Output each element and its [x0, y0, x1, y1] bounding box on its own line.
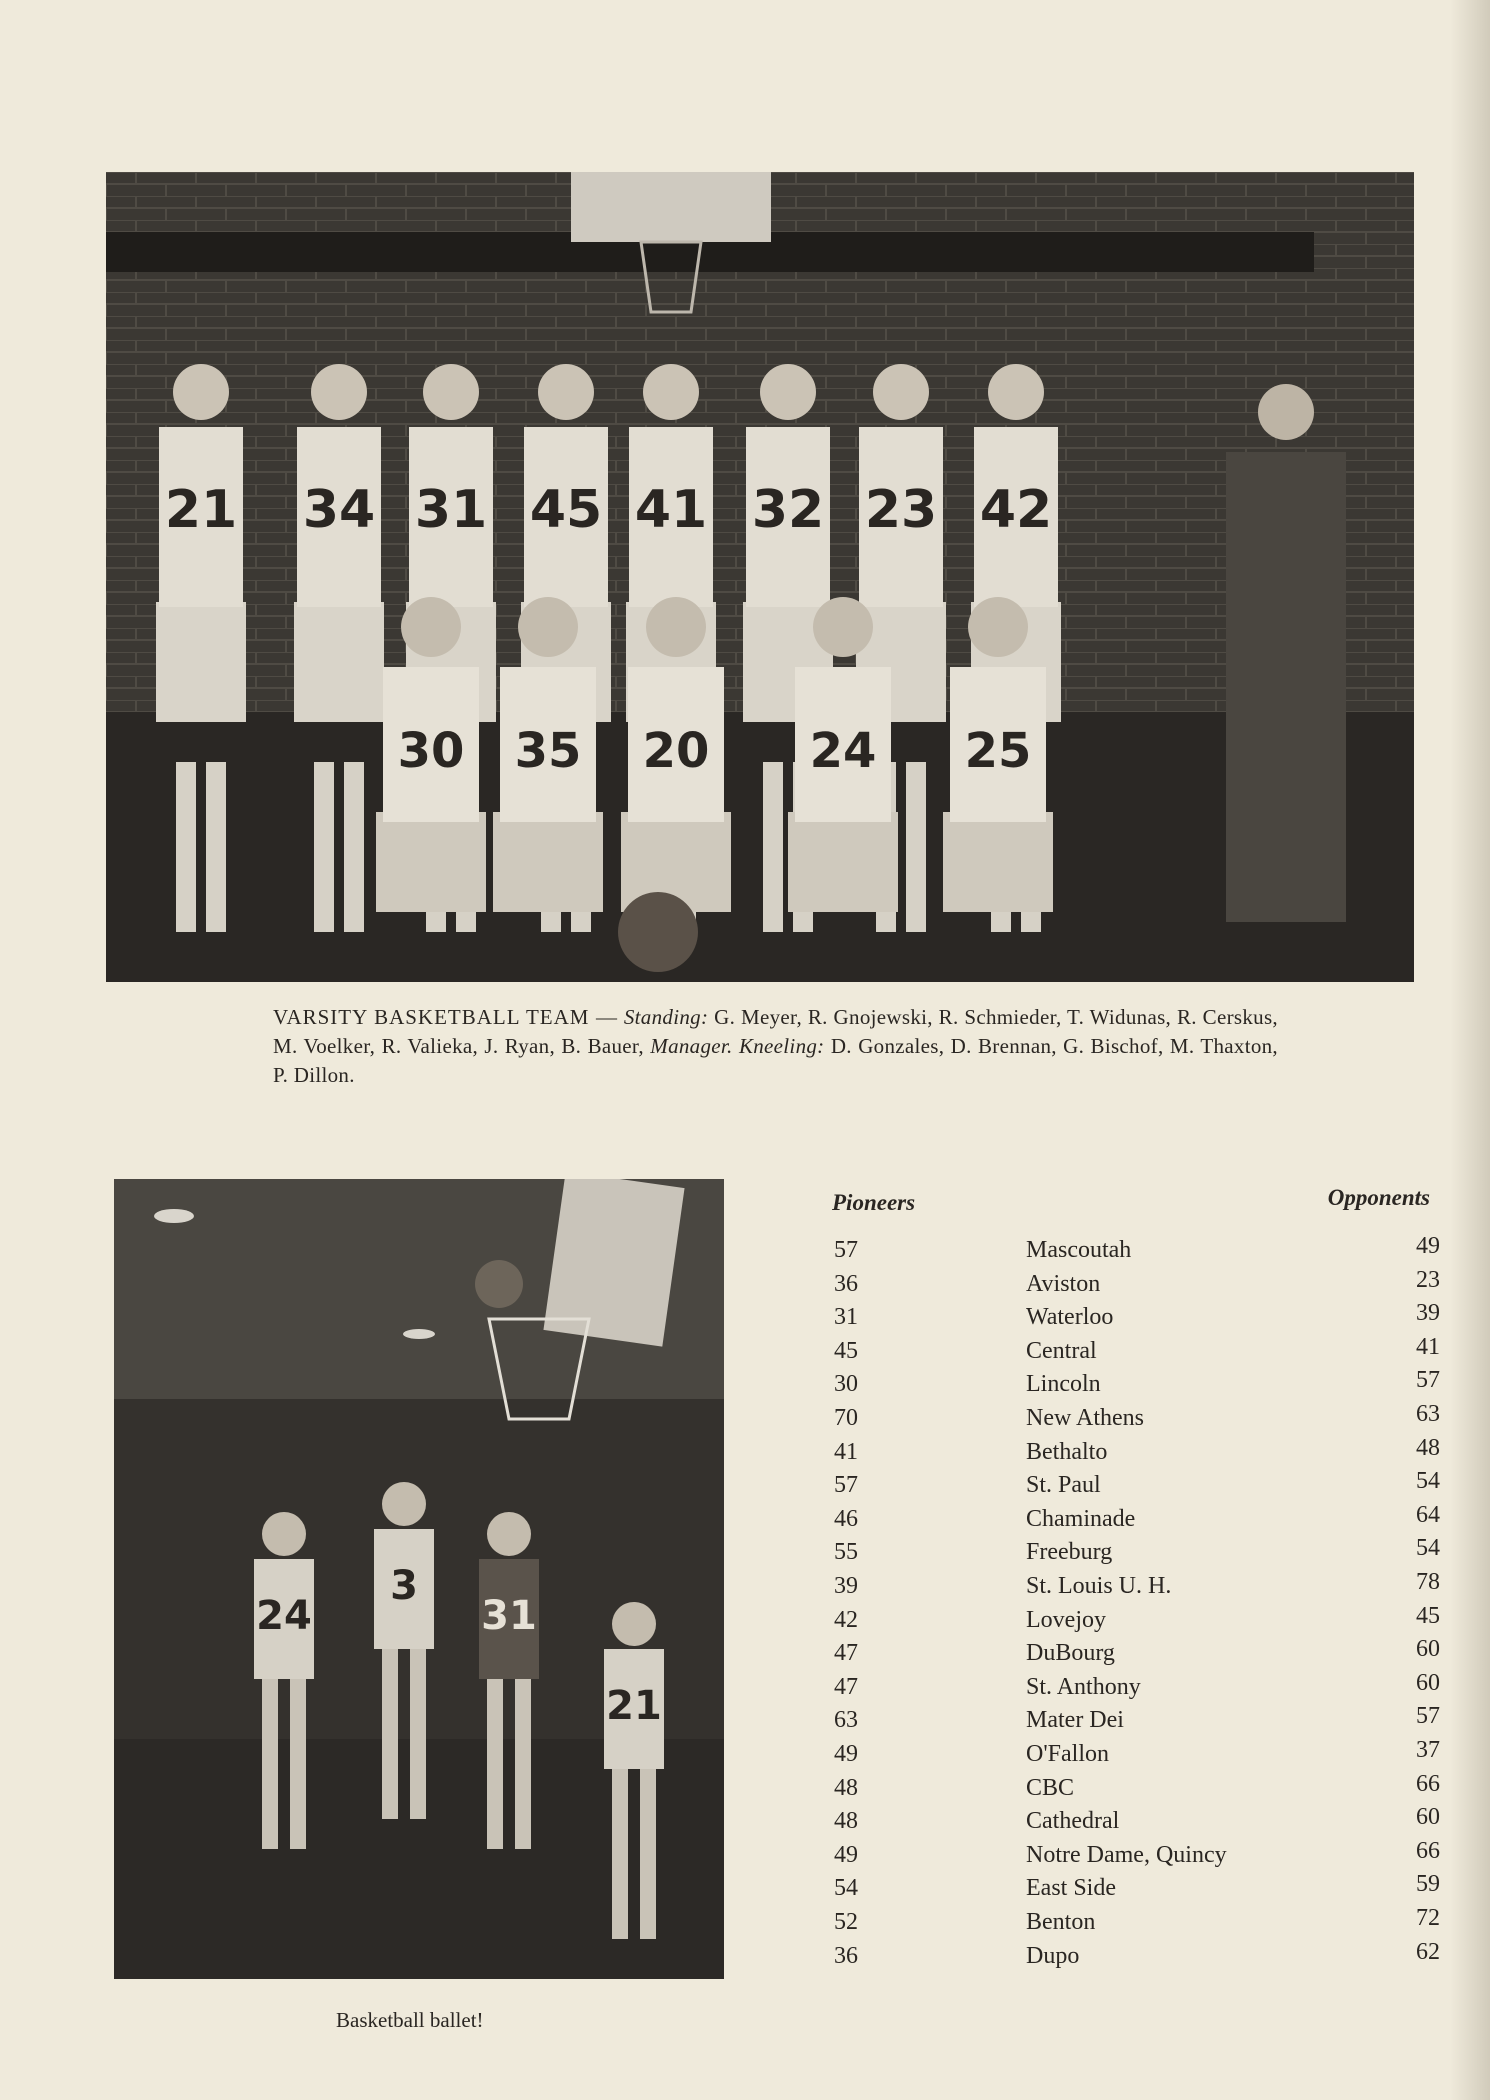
standing-label: Standing:	[623, 1005, 709, 1029]
opponent-name: East Side	[1026, 1875, 1116, 1902]
opponent-score: 60	[1416, 1636, 1440, 1663]
schedule-row	[820, 1837, 1440, 1875]
opponent-name: Bethalto	[1026, 1438, 1108, 1465]
jersey-number: 35	[514, 723, 582, 779]
opponent-name: Dupo	[1026, 1942, 1080, 1969]
pioneers-score: 49	[834, 1741, 858, 1767]
opponent-name: Lovejoy	[1026, 1606, 1106, 1633]
jersey-number: 34	[302, 480, 376, 540]
opponent-score: 57	[1416, 1367, 1440, 1394]
opponent-score: 66	[1416, 1770, 1440, 1797]
pioneers-score: 30	[834, 1371, 858, 1398]
schedule-row	[820, 1905, 1440, 1942]
opponent-score: 60	[1416, 1804, 1440, 1831]
opponents-header: Opponents	[1327, 1185, 1430, 1210]
schedule-row	[820, 1367, 1440, 1404]
schedule-row	[820, 1266, 1440, 1304]
action-photo-caption: Basketball ballet!	[336, 2008, 484, 2032]
pioneers-score: 55	[834, 1539, 858, 1566]
opponent-name: St. Anthony	[1026, 1673, 1141, 1700]
opponent-name: Benton	[1026, 1909, 1096, 1935]
jersey-number: 3	[390, 1563, 418, 1609]
pioneers-score: 47	[834, 1640, 858, 1667]
opponent-score: 41	[1416, 1333, 1440, 1360]
opponent-score: 63	[1416, 1401, 1440, 1427]
opponent-score: 54	[1416, 1535, 1440, 1562]
opponent-score: 72	[1416, 1905, 1440, 1931]
opponent-name: Mater Dei	[1026, 1707, 1124, 1734]
team-caption	[273, 1003, 1278, 1090]
schedule-row	[820, 1770, 1440, 1808]
opponent-score: 48	[1416, 1434, 1440, 1461]
opponent-score: 62	[1416, 1938, 1440, 1965]
pioneers-score: 63	[834, 1707, 858, 1734]
jersey-number: 41	[634, 480, 708, 540]
opponent-name: Chaminade	[1026, 1505, 1136, 1532]
opponent-name: CBC	[1026, 1774, 1075, 1801]
team-photo	[106, 172, 1414, 982]
opponent-name: St. Paul	[1026, 1472, 1101, 1499]
opponent-score: 78	[1416, 1569, 1440, 1595]
schedule-row	[820, 1871, 1440, 1908]
jersey-number: 20	[642, 723, 710, 779]
opponent-name: Waterloo	[1026, 1304, 1114, 1331]
opponent-score: 64	[1416, 1501, 1440, 1528]
opponent-name: Central	[1026, 1337, 1097, 1364]
jersey-number: 24	[809, 723, 877, 779]
schedule-row	[820, 1501, 1440, 1539]
opponent-name: Lincoln	[1026, 1371, 1101, 1398]
jersey-number: 21	[164, 480, 238, 540]
schedule-row	[820, 1535, 1440, 1572]
pioneers-score: 46	[834, 1505, 858, 1532]
schedule-row	[820, 1300, 1440, 1337]
pioneers-score: 42	[834, 1606, 858, 1633]
manager-label: Manager.	[650, 1034, 733, 1058]
opponent-score: 59	[1416, 1871, 1440, 1898]
pioneers-score: 31	[834, 1304, 858, 1331]
pioneers-score: 54	[834, 1875, 858, 1902]
pioneers-score: 39	[834, 1573, 858, 1599]
opponent-name: DuBourg	[1026, 1640, 1115, 1667]
jersey-number: 31	[414, 480, 488, 540]
opponent-score: 49	[1416, 1233, 1440, 1259]
opponent-score: 45	[1416, 1602, 1440, 1629]
pioneers-header: Pioneers	[832, 1190, 916, 1215]
schedule-row	[820, 1569, 1440, 1606]
opponent-score: 60	[1416, 1669, 1440, 1696]
opponent-score: 37	[1416, 1737, 1440, 1763]
jersey-number: 25	[964, 723, 1032, 779]
schedule-row	[820, 1703, 1440, 1740]
jersey-number: 32	[751, 480, 825, 540]
pioneers-score: 41	[834, 1438, 858, 1465]
schedule-row	[820, 1669, 1440, 1707]
caption-lead: VARSITY BASKETBALL TEAM —	[273, 1005, 619, 1029]
pioneers-score: 36	[834, 1270, 858, 1297]
opponent-name: Notre Dame, Quincy	[1026, 1841, 1227, 1868]
schedule-row	[820, 1636, 1440, 1673]
opponent-name: Freeburg	[1026, 1539, 1113, 1566]
schedule-row	[820, 1434, 1440, 1472]
schedule-row	[820, 1602, 1440, 1640]
schedule-row	[820, 1804, 1440, 1841]
opponent-name: New Athens	[1026, 1405, 1144, 1431]
jersey-number: 21	[606, 1683, 662, 1729]
pioneers-score: 57	[834, 1237, 858, 1263]
jersey-number: 23	[864, 480, 938, 540]
pioneers-score: 70	[834, 1405, 858, 1431]
pioneers-score: 45	[834, 1337, 858, 1364]
opponent-score: 54	[1416, 1468, 1440, 1495]
manager-figure	[1226, 384, 1346, 922]
jersey-number: 24	[256, 1593, 312, 1639]
opponent-name: O'Fallon	[1026, 1741, 1109, 1767]
kneeling-names: D. Gonzales, D. Brennan, G. Bischof, M. Thaxton, P. Dillon.	[273, 1034, 1278, 1087]
pioneers-score: 57	[834, 1472, 858, 1499]
page-edge-shadow	[1450, 0, 1490, 2100]
opponent-score: 66	[1416, 1837, 1440, 1864]
opponent-name: Cathedral	[1026, 1808, 1120, 1835]
opponent-score: 57	[1416, 1703, 1440, 1730]
schedule-row	[820, 1333, 1440, 1371]
pioneers-score: 36	[834, 1942, 858, 1969]
schedule-row	[820, 1737, 1440, 1774]
action-photo	[114, 1179, 724, 1979]
opponent-score: 23	[1416, 1266, 1440, 1293]
pioneers-score: 48	[834, 1774, 858, 1801]
schedule-row	[820, 1233, 1440, 1270]
schedule-table	[820, 1185, 1440, 1985]
standing-names: G. Meyer, R. Gnojewski, R. Schmieder, T. Widunas, R. Cerskus, M. Voelker, R. Valieka, J. Ryan, B. Bauer,	[273, 1005, 1278, 1058]
jersey-number: 42	[979, 480, 1053, 540]
jersey-number: 31	[481, 1593, 537, 1639]
opponent-score: 39	[1416, 1300, 1440, 1327]
pioneers-score: 47	[834, 1673, 858, 1700]
kneeling-label: Kneeling:	[738, 1034, 825, 1058]
pioneers-score: 48	[834, 1808, 858, 1835]
schedule-row	[820, 1938, 1440, 1976]
schedule-row	[820, 1468, 1440, 1505]
opponent-name: St. Louis U. H.	[1026, 1573, 1172, 1599]
opponent-name: Mascoutah	[1026, 1237, 1132, 1263]
pioneers-score: 49	[834, 1841, 858, 1868]
pioneers-score: 52	[834, 1909, 858, 1935]
schedule-row	[820, 1401, 1440, 1438]
jersey-number: 30	[397, 723, 465, 779]
jersey-number: 45	[529, 480, 603, 540]
basketball	[618, 892, 698, 972]
opponent-name: Aviston	[1026, 1270, 1101, 1297]
